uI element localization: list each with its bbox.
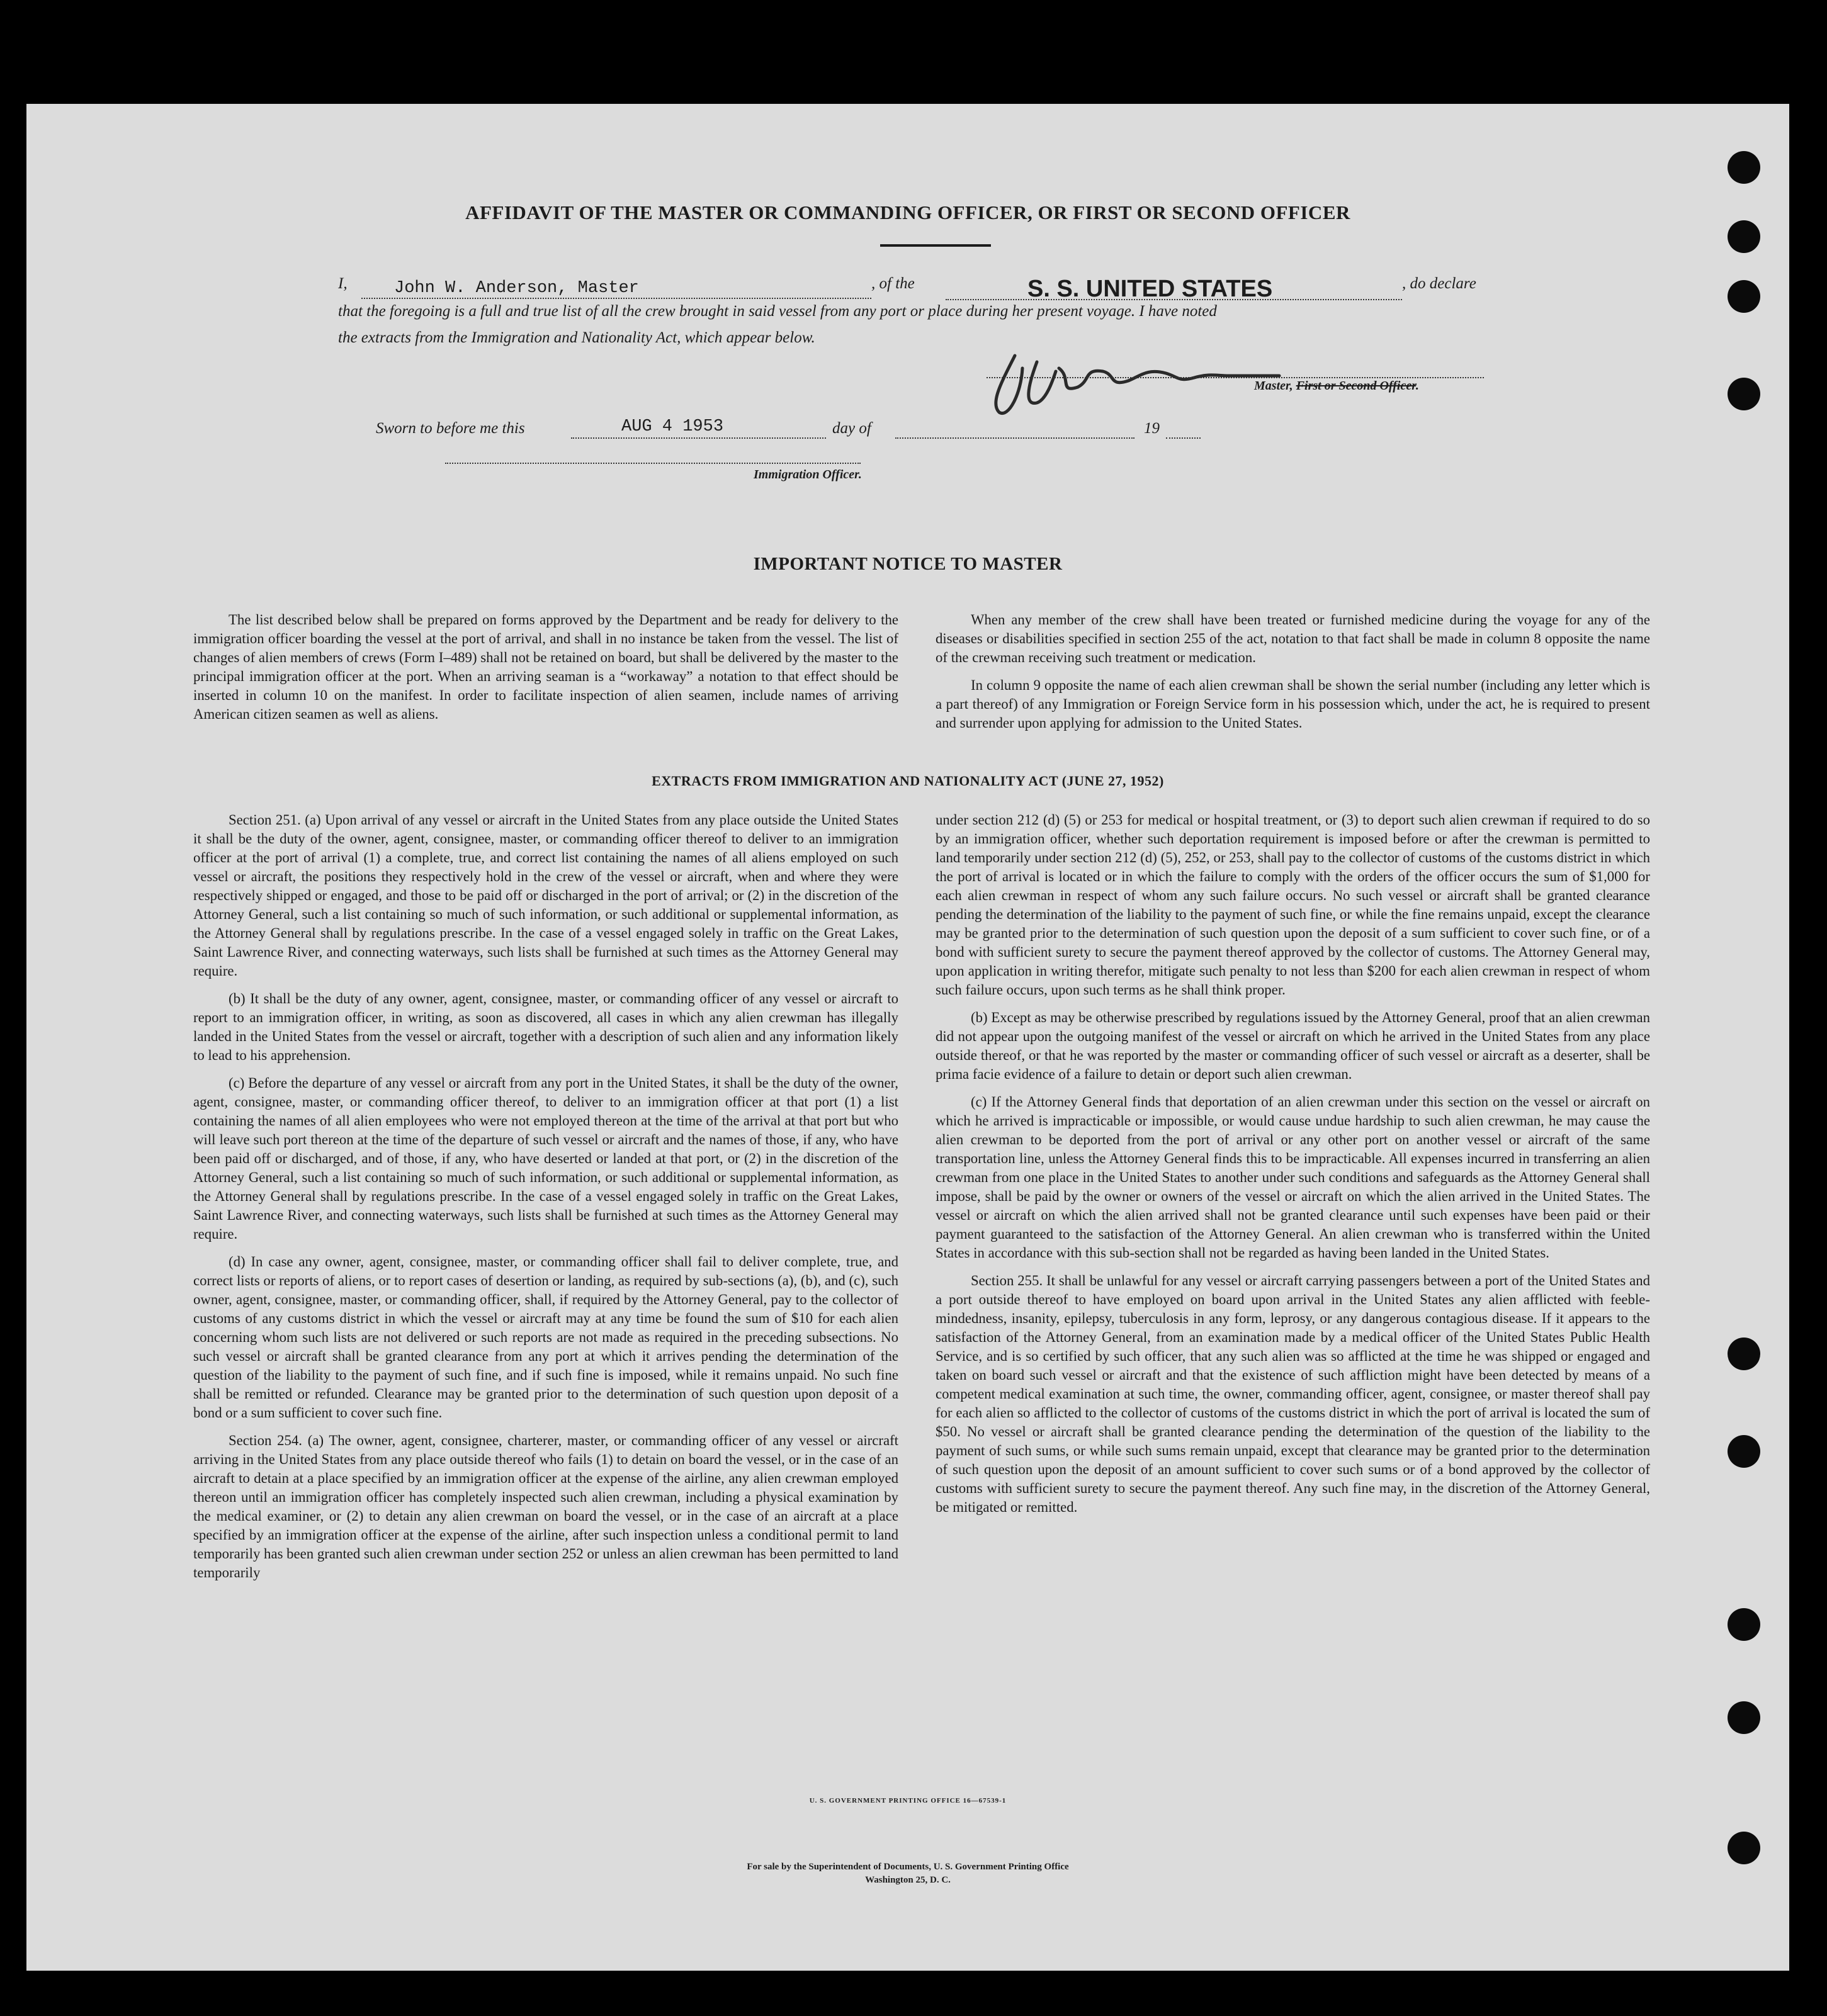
officer-label: Immigration Officer. [754,468,862,481]
extract-paragraph: Section 254. (a) The owner, agent, consignee, charterer, master, or commanding officer of any vessel or aircraft arriving in the United States from any place outside thereof who fails (1) to detain on board the vessel, or in the case of an aircraft to detain at a place specified by an immigration officer at the expense of the airline, any alien crewman employed thereon until an immigration officer has completely inspected such alien crewman, including a physical examination by the medical examiner, or (2) to detain any alien crewman on board the vessel, or in the case of an aircraft at a place specified by an immigration officer at the expense of the airline, after such inspection unless a conditional permit to land temporarily has been granted such alien crewman under section 252 or unless an alien crewman has been permitted to land temporarily [193,1433,898,1580]
punch-hole [1728,1701,1760,1734]
signer-role-master: Master, [1254,379,1296,393]
vessel-name: S. S. UNITED STATES [1027,276,1273,302]
extract-paragraph: (c) If the Attorney General finds that deportation of an alien crewman under this section on the vessel or aircraft on which he arrived is impracticable or impossible, or would cause undue hardship to such alien crewman, he may cause the alien crewman to be deported from the port of arrival or any other port on another vessel or aircraft of the same transportation line, unless the Attorney General finds this to be impracticable. All expenses incurred in transferring an alien crewman from one place in the United States to another under such conditions and safeguards as the Attorney General shall impose, shall be paid by the owner or owners of the vessel or aircraft on which the alien arrived in the United States. The vessel or aircraft on which the alien arrived shall not be granted clearance until such expenses have been paid or their payment guaranteed to the satisfaction of the Attorney General. An alien crewman who is transferred within the United States in accordance with this sub-section shall not be regarded as having been landed in the United States. [936,1094,1650,1261]
officer-signature-line [445,461,861,464]
year-field [1166,419,1201,439]
title-rule [880,244,991,247]
extracts-right-column [936,811,1650,1526]
notice-title: IMPORTANT NOTICE TO MASTER [753,554,1063,574]
extract-paragraph: (b) It shall be the duty of any owner, agent, consignee, master, or commanding officer of any vessel or aircraft to report to an immigration officer, in writing, as soon as discovered, all cases in which any alien crewman has illegally landed in the United States from the vessel or aircraft, together with a description of such alien and any information likely to lead to his apprehension. [193,991,898,1063]
year-label: 19 [1144,420,1160,437]
do-declare-label: , do declare [1402,275,1476,292]
affidavit-title: AFFIDAVIT OF THE MASTER OR COMMANDING OFFICER, OR FIRST OR SECOND OFFICER [465,201,1350,223]
signer-role-label [1254,379,1419,393]
affidavit-body-line2: the extracts from the Immigration and Nationality Act, which appear below. [338,329,815,346]
sale-notice [26,1861,1789,1887]
extract-paragraph: Section 251. (a) Upon arrival of any vessel or aircraft in the United States from any place outside the United States it shall be the duty of the owner, agent, consignee, master, or commanding officer thereof to deliver to an immigration officer at the port of arrival (1) a complete, true, and correct list containing the names of all aliens employed on such vessel or aircraft, the positions they respectively hold in the crew of the vessel or aircraft, when and where they were respectively shipped or engaged, and those to be paid off or discharged in the port of arrival; or (2) in the discretion of the Attorney General, such a list containing so much of such information, or such additional or supplemental information, as the Attorney General shall by regulations prescribe. In the case of a vessel engaged solely in traffic on the Great Lakes, Saint Lawrence River, and connecting waterways, such lists shall be furnished at such times as the Attorney General may require. [193,812,898,979]
signer-role-end: . [1415,379,1419,393]
sworn-label: Sworn to before me this [376,420,525,437]
document-page [26,104,1789,1971]
vessel-field [946,275,1402,300]
extracts-title: EXTRACTS FROM IMMIGRATION AND NATIONALITY ACT (JUNE 27, 1952) [652,773,1164,789]
punch-hole [1728,1608,1760,1641]
of-the-label: , of the [871,275,915,292]
punch-hole [1728,1435,1760,1468]
signer-role-struck: First or Second Officer [1296,379,1416,393]
extract-paragraph: under section 212 (d) (5) or 253 for medical or hospital treatment, or (3) to deport such alien crewman if required to do so by an immigration officer, whether such deportation requirement is imposed before or after the crewman is permitted to land temporarily under section 212 (d) (5), 252, or 253, shall pay to the collector of customs of the customs district in which the port of arrival is located or in which the failure to comply with the orders of the officer occurs the sum of $1,000 for each alien crewman in respect of whom any such failure occurs. No such vessel or aircraft shall be granted clearance pending the determination of the liability to the payment of such fine, or while the fine remains unpaid, except the clearance may be granted prior to the determination of such question upon the deposit of a sum sufficient to cover such fine, or of a bond with sufficient surety to secure the payment thereof approved by the collector of customs. The Attorney General may, upon application in writing therefor, mitigate such penalty to not less than $200 for each alien crewman in respect of whom such failure occurs, upon such terms as he shall think proper. [936,812,1650,998]
declare-prefix: I, [338,275,348,292]
sale-line-1: For sale by the Superintendent of Documents, U. S. Government Printing Office [747,1862,1069,1872]
punch-hole [1728,151,1760,184]
punch-hole [1728,1832,1760,1864]
sale-line-2: Washington 25, D. C. [865,1875,951,1885]
punch-hole [1728,378,1760,410]
declarant-field [361,279,871,299]
gpo-imprint: U. S. GOVERNMENT PRINTING OFFICE 16—67539-1 [809,1797,1007,1805]
extract-paragraph: (c) Before the departure of any vessel or aircraft from any port in the United States, it shall be the duty of the owner, agent, consignee, master, or commanding officer thereof, to deliver to an immigration officer at that port (1) a list containing the names of all alien employees who were not employed thereon at the time of the arrival at that port but who will leave such port thereon at the time of the departure of such vessel or aircraft and the names of those, if any, who have been paid off or discharged, and of those, if any, who have deserted or landed at that port, or (2) in the discretion of the Attorney General, such a list containing so much of such information, or such additional or supplemental information, as the Attorney General shall by regulations prescribe. In the case of a vessel engaged solely in traffic on the Great Lakes, Saint Lawrence River, and connecting waterways, such lists shall be furnished at such times as the Attorney General may require. [193,1075,898,1242]
notice-right-paragraph: In column 9 opposite the name of each alien crewman shall be shown the serial number (including any letter which is a part thereof) of any Immigration or Foreign Service form in his possession which, under the act, he is required to present and surrender upon applying for admission to the United States. [936,677,1650,731]
declarant-name: John W. Anderson, Master [394,279,639,298]
month-field [895,419,1134,439]
extracts-left-column [193,811,898,1591]
extract-paragraph: Section 255. It shall be unlawful for any vessel or aircraft carrying passengers between a port of the United States and a port outside thereof to have employed on board upon arrival in the United States any alien afflicted with feeble-mindedness, insanity, epilepsy, tuberculosis in any form, leprosy, or any dangerous contagious disease. If it appears to the satisfaction of the Attorney General, from an examination made by a medical officer of the United States Public Health Service, and is so certified by such officer, that any such alien was so afflicted at the time he was shipped or engaged and taken on board such vessel or aircraft and that the existence of such affliction might have been detected by means of a competent medical examination at such time, the owner, commanding officer, agent, consignee, or master thereof shall pay for each alien so afflicted to the collector of customs of the customs district in which the port of arrival is located the sum of $50. No vessel or aircraft shall be granted clearance pending the determination of the question of the liability to the payment of such sums, or while such sums remain unpaid, except that clearance may be granted prior to the determination of such question upon the deposit of an amount sufficient to cover such sums or of a bond approved by the collector of customs with sufficient surety to secure the payment thereof. Any such fine may, in the discretion of the Attorney General, be mitigated or remitted. [936,1273,1650,1515]
notice-right-paragraph: When any member of the crew shall have been treated or furnished medicine during the voyage for any of the diseases or disabilities specified in section 255 of the act, notation to that fact shall be made in column 8 opposite the name of the crewman receiving such treatment or medication. [936,612,1650,665]
punch-hole [1728,220,1760,253]
punch-hole [1728,1337,1760,1370]
day-of-label: day of [832,420,871,437]
signature-line [987,376,1484,378]
sworn-date-field [571,419,826,439]
sworn-date: AUG 4 1953 [621,417,724,436]
extract-paragraph: (b) Except as may be otherwise prescribed by regulations issued by the Attorney General, proof that an alien crewman did not appear upon the outgoing manifest of the vessel or aircraft on which he arrived in the United States from any place outside thereof, or that he was reported by the master or commanding officer of such vessel or aircraft as a deserter, shall be prima facie evidence of a failure to detain or deport such alien crewman. [936,1010,1650,1082]
notice-right-column [936,611,1650,741]
affidavit-body-line1: that the foregoing is a full and true list of all the crew brought in said vessel from any port or place during her present voyage. I have noted [338,303,1217,320]
punch-hole [1728,280,1760,313]
extract-paragraph: (d) In case any owner, agent, consignee, master, or commanding officer shall fail to deliver complete, true, and correct lists or reports of aliens, or to report cases of desertion or landing, as required by sub-sections (a), (b), and (c), such owner, agent, consignee, master, or commanding officer, shall, if required by the Attorney General, pay to the collector of customs of any customs district in which the vessel or aircraft may at any time be found the sum of $10 for each alien concerning whom such lists are not delivered or such reports are not made as required in the preceding subsections. No such vessel or aircraft shall be granted clearance from any port at which it arrives pending the determination of the question of the liability to the payment of such fine, and if such fine is imposed, while it remains unpaid. No such fine shall be remitted or refunded. Clearance may be granted prior to the determination of such question upon deposit of a bond or a sum sufficient to cover such fine. [193,1254,898,1421]
notice-left-paragraph: The list described below shall be prepared on forms approved by the Department and be ready for delivery to the immigration officer boarding the vessel at the port of arrival, and shall in no instance be taken from the vessel. The list of changes of alien members of crews (Form I–489) shall not be retained on board, but shall be delivered by the master to the principal immigration officer at the port. When an arriving seaman is a “workaway” a notation to that effect should be inserted in column 10 on the manifest. In order to facilitate inspection of alien seamen, include names of arriving American citizen seamen as well as aliens. [193,612,898,722]
notice-left-column [193,611,898,733]
